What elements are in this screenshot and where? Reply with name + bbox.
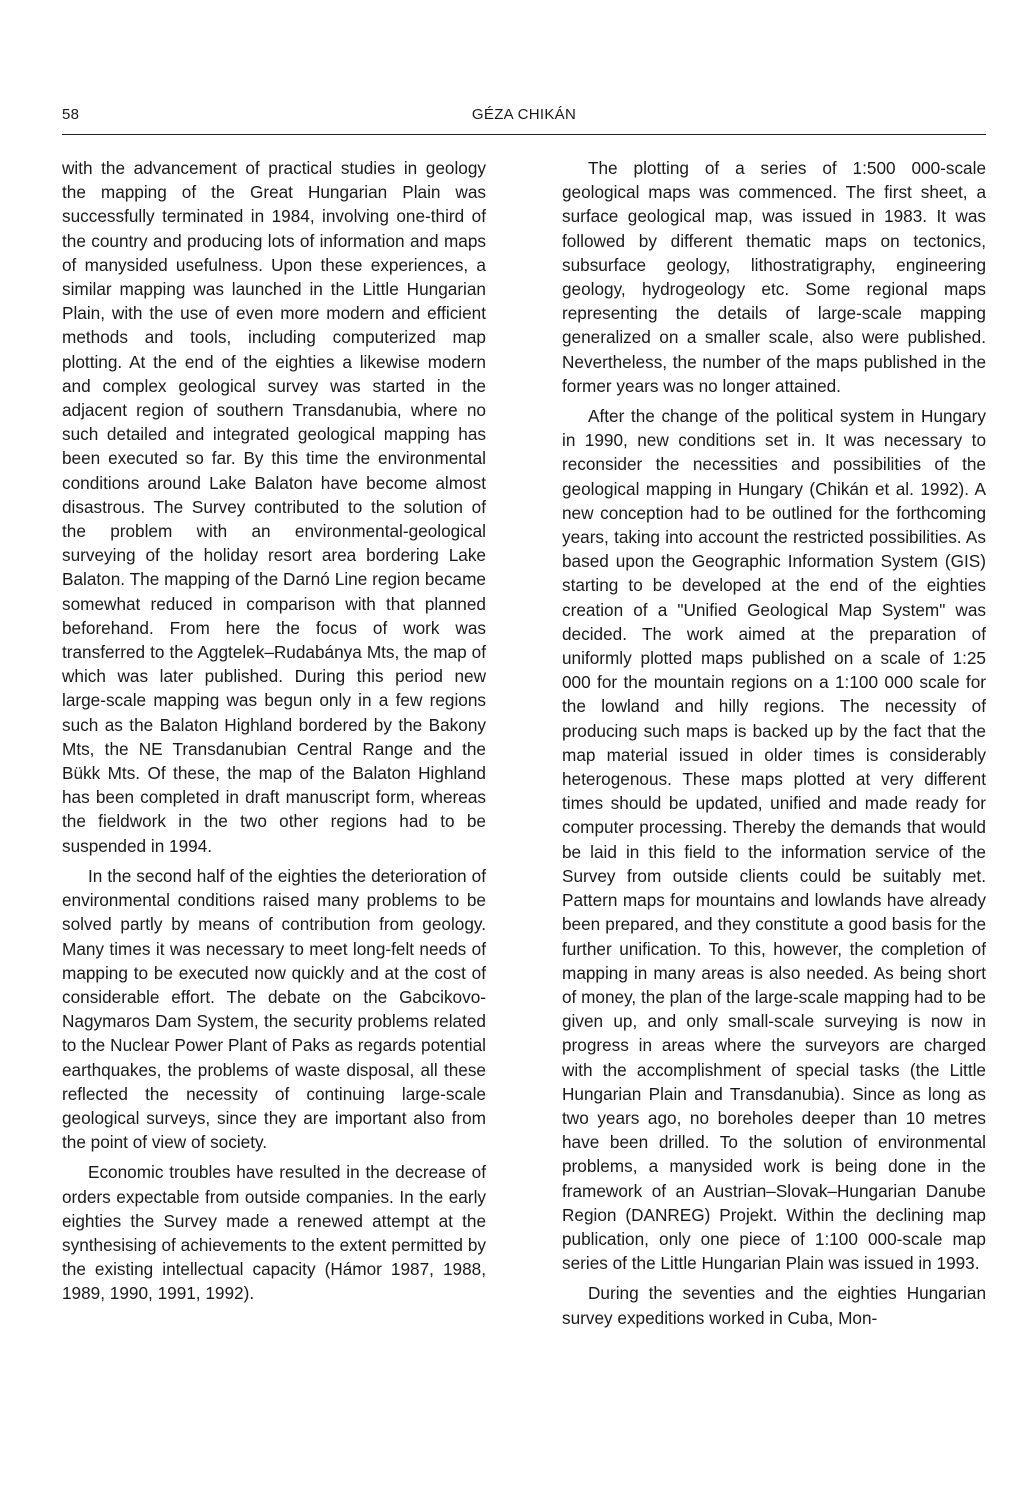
running-header <box>62 100 986 135</box>
right-column <box>562 156 986 1336</box>
page-number: 58 <box>62 106 80 123</box>
paragraph: The plotting of a series of 1:500 000-scale geological maps was commenced. The first sheet, a surface geological map, was issued in 1983. It was followed by different thematic maps on tectonics, subsurface geology, lithostratigraphy, engineering geology, hydrogeology etc. Some regional maps representing the details of large-scale mapping generalized on a smaller scale, also were published. Nevertheless, the number of the maps published in the former years was no longer attained. <box>562 158 986 396</box>
paragraph: with the advancement of practical studies in geology the mapping of the Great Hungarian Plain was successfully terminated in 1984, involving one-third of the country and producing lots of information and maps of manysided usefulness. Upon these experiences, a similar mapping was launched in the Little Hungarian Plain, with the use of even more modern and efficient methods and tools, including computerized map plotting. At the end of the eighties a likewise modern and complex geological survey was started in the adjacent region of southern Transdanubia, where no such detailed and integrated geological mapping has been executed so far. By this time the environmental conditions around Lake Balaton have become almost disastrous. The Survey contributed to the solution of the problem with an environmental-geological surveying of the holiday resort area bordering Lake Balaton. The mapping of the Darnó Line region became somewhat reduced in comparison with that planned beforehand. From here the focus of work was transferred to the Aggtelek–Rudabánya Mts, the map of which was later published. During this period new large-scale mapping was begun only in a few regions such as the Balaton Highland bordered by the Bakony Mts, the NE Transdanubian Central Range and the Bükk Mts. Of these, the map of the Balaton Highland has been completed in draft manuscript form, whereas the fieldwork in the two other regions had to be suspended in 1994. <box>62 158 486 856</box>
left-column <box>62 156 486 1336</box>
body-columns <box>62 156 986 1336</box>
running-title: GÉZA CHIKÁN <box>471 106 577 123</box>
document-page <box>62 100 986 1460</box>
paragraph: Economic troubles have resulted in the decrease of orders expectable from outside companies. In the early eighties the Survey made a renewed attempt at the synthesising of achievements to the extent permitted by the existing intellectual capacity (Hámor 1987, 1988, 1989, 1990, 1991, 1992). <box>62 1162 486 1304</box>
paragraph: In the second half of the eighties the deterioration of environmental conditions raised many problems to be solved partly by means of contribution from geology. Many times it was necessary to meet long-felt needs of mapping to be executed now quickly and at the cost of considerable effort. The debate on the Gabcikovo-Nagymaros Dam System, the security problems related to the Nuclear Power Plant of Paks as regards potential earthquakes, the problems of waste disposal, all these reflected the necessity of continuing large-scale geological surveys, since they are important also from the point of view of society. <box>62 865 486 1153</box>
paragraph: After the change of the political system in Hungary in 1990, new conditions set in. It was necessary to reconsider the necessities and possibilities of the geological mapping in Hungary (Chikán et al. 1992). A new conception had to be outlined for the forthcoming years, taking into account the restricted possibilities. As based upon the Geographic Information System (GIS) starting to be developed at the end of the eighties creation of a "Unified Geological Map System" was decided. The work aimed at the preparation of uniformly plotted maps published on a scale of 1:25 000 for the mountain regions on a 1:100 000 scale for the lowland and hilly regions. The necessity of producing such maps is backed up by the fact that the map material issued in older times is considerably heterogenous. These maps plotted at very different times should be updated, unified and made ready for computer processing. Thereby the demands that would be laid in this field to the information service of the Survey from outside clients could be suitably met. Pattern maps for mountains and lowlands have already been prepared, and they constitute a good basis for the further unification. To this, however, the completion of mapping in many areas is also needed. As being short of money, the plan of the large-scale mapping had to be given up, and only small-scale surveying is now in progress in areas where the surveyors are charged with the accomplishment of special tasks (the Little Hungarian Plain and Transdanubia). Since as long as two years ago, no boreholes deeper than 10 metres have been drilled. To the solution of environmental problems, a manysided work is being done in the framework of an Austrian–Slovak–Hungarian Danube Region (DANREG) Projekt. Within the declining map publication, only one piece of 1:100 000-scale map series of the Little Hungarian Plain was issued in 1993. <box>562 406 986 1274</box>
paragraph: During the seventies and the eighties Hungarian survey expeditions worked in Cuba, Mon- <box>562 1283 986 1328</box>
